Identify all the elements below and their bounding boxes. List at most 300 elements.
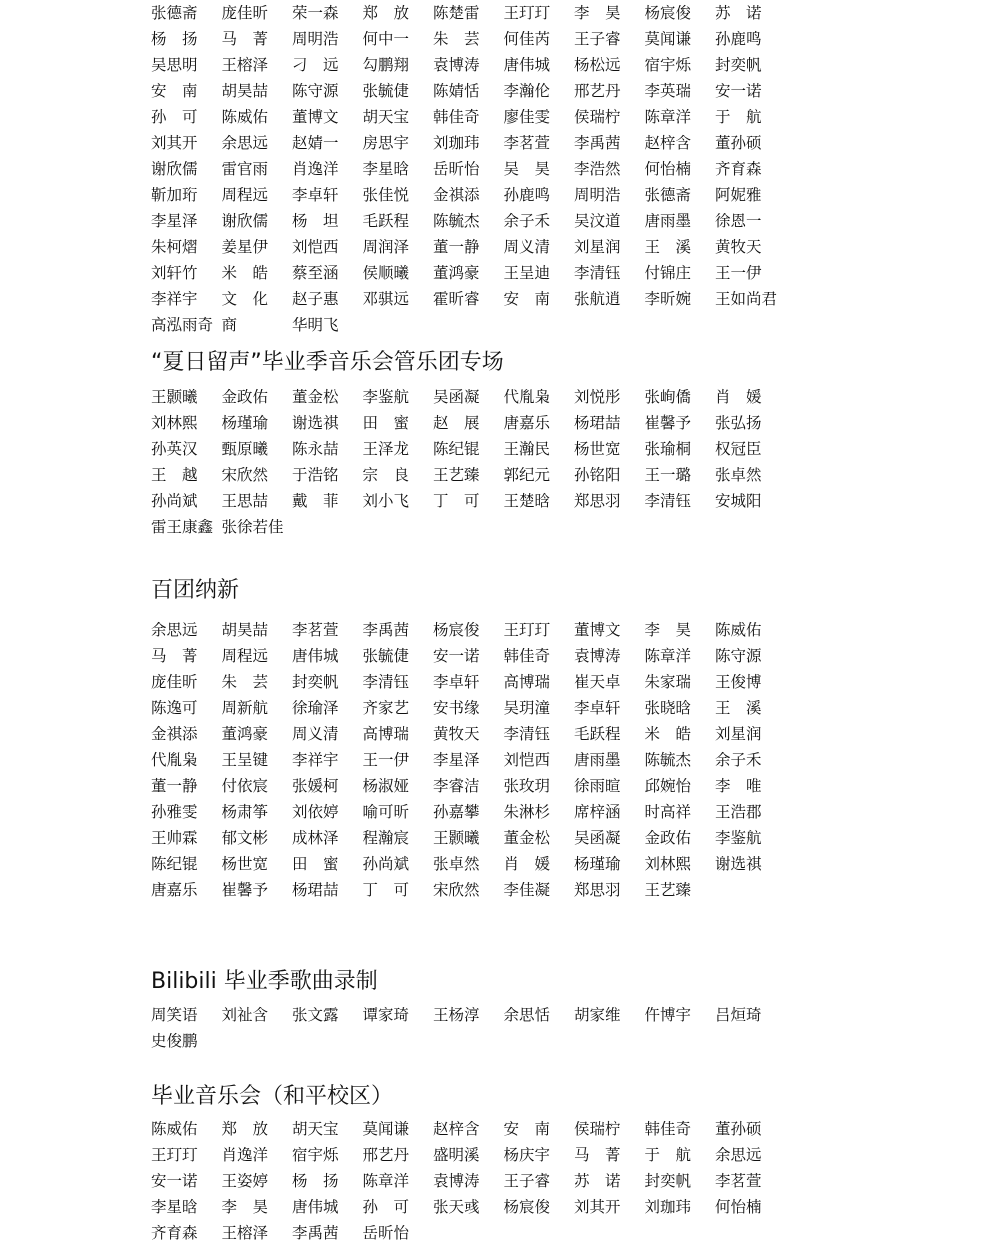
person-name: 甄原曦 bbox=[221, 440, 269, 458]
person-name: 安 南 bbox=[503, 290, 551, 308]
person-name: 郭纪元 bbox=[503, 466, 551, 484]
person-name: 张徐若佳 bbox=[221, 518, 284, 536]
person-name: 岳昕怡 bbox=[362, 1224, 410, 1242]
section-graduation-concert-heping bbox=[151, 1082, 851, 1246]
person-name: 商 bbox=[221, 316, 238, 334]
person-name: 于 航 bbox=[715, 108, 762, 126]
person-name: 陈纪锟 bbox=[151, 855, 198, 873]
person-name: 李英瑞 bbox=[644, 82, 692, 100]
person-name: 吴函凝 bbox=[574, 829, 621, 847]
person-name: 周明浩 bbox=[292, 30, 339, 48]
person-name: 齐育森 bbox=[715, 160, 762, 178]
person-name: 安 南 bbox=[503, 1120, 551, 1138]
person-name: 金政佑 bbox=[221, 388, 269, 406]
person-name: 周程远 bbox=[221, 647, 269, 665]
person-name: 王浩郡 bbox=[715, 803, 762, 821]
person-name: 高博瑞 bbox=[362, 725, 410, 743]
person-name: 李禹茜 bbox=[362, 621, 410, 639]
person-name: 黄牧天 bbox=[433, 725, 480, 743]
person-name: 杨淑娅 bbox=[362, 777, 410, 795]
person-name: 王子睿 bbox=[503, 1172, 551, 1190]
person-name: 王瀚民 bbox=[503, 440, 551, 458]
person-name: 吕烜琦 bbox=[715, 1006, 762, 1024]
person-name: 董金松 bbox=[503, 829, 551, 847]
name-list bbox=[151, 617, 851, 903]
person-name: 刘依婷 bbox=[292, 803, 339, 821]
person-name: 付依宸 bbox=[221, 777, 269, 795]
person-name: 谢欣儒 bbox=[151, 160, 198, 178]
section-roster-continued bbox=[151, 0, 851, 338]
person-name: 黄牧天 bbox=[715, 238, 762, 256]
person-name: 李 唯 bbox=[715, 777, 762, 795]
person-name: 马 菁 bbox=[574, 1146, 621, 1164]
person-name: 徐瑜泽 bbox=[292, 699, 339, 717]
person-name: 周程远 bbox=[221, 186, 269, 204]
person-name: 袁博涛 bbox=[433, 1172, 480, 1190]
section-club-recruitment bbox=[151, 576, 851, 903]
person-name: 邢艺丹 bbox=[362, 1146, 410, 1164]
person-name: 张卓然 bbox=[715, 466, 762, 484]
person-name: 侯顺曦 bbox=[362, 264, 410, 282]
person-name: 霍昕睿 bbox=[433, 290, 480, 308]
person-name: 安 南 bbox=[151, 82, 198, 100]
person-name: 李 昊 bbox=[644, 621, 692, 639]
person-name: 房思宇 bbox=[362, 134, 410, 152]
person-name: 董博文 bbox=[292, 108, 339, 126]
person-name: 刘林熙 bbox=[151, 414, 198, 432]
person-name: 戴 菲 bbox=[292, 492, 339, 510]
person-name: 李 昊 bbox=[221, 1198, 269, 1216]
person-name: 李佳凝 bbox=[503, 881, 551, 899]
person-name: 安一诺 bbox=[715, 82, 762, 100]
person-name: 张晓晗 bbox=[644, 699, 692, 717]
person-name: 孙铭阳 bbox=[574, 466, 621, 484]
person-name: 张媛柯 bbox=[292, 777, 339, 795]
person-name: 张毓倢 bbox=[362, 82, 410, 100]
person-name: 王呈迪 bbox=[503, 264, 551, 282]
person-name: 邱婉怡 bbox=[644, 777, 692, 795]
person-name: 杨庆宇 bbox=[503, 1146, 551, 1164]
person-name: 韩佳奇 bbox=[433, 108, 480, 126]
person-name: 席梓涵 bbox=[574, 803, 621, 821]
person-name: 赵子惠 bbox=[292, 290, 339, 308]
person-name: 郑 放 bbox=[221, 1120, 269, 1138]
person-name: 刘珈玮 bbox=[644, 1198, 692, 1216]
section-title: 毕业音乐会（和平校区） bbox=[151, 1084, 394, 1109]
person-name: 陈章洋 bbox=[644, 647, 692, 665]
person-name: 周义清 bbox=[503, 238, 551, 256]
person-name: 孙鹿鸣 bbox=[503, 186, 551, 204]
person-name: 张德斋 bbox=[151, 4, 198, 22]
person-name: 董鸿豪 bbox=[221, 725, 269, 743]
person-name: 陈章洋 bbox=[362, 1172, 410, 1190]
person-name: 董一静 bbox=[151, 777, 198, 795]
person-name: 刘轩竹 bbox=[151, 264, 198, 282]
person-name: 李清钰 bbox=[644, 492, 692, 510]
person-name: 陈章洋 bbox=[644, 108, 692, 126]
person-name: 王 溪 bbox=[715, 699, 762, 717]
person-name: 李瀚伦 bbox=[503, 82, 551, 100]
person-name: 史俊鹏 bbox=[151, 1032, 198, 1050]
person-name: 张佳悦 bbox=[362, 186, 410, 204]
person-name: 刘悦彤 bbox=[574, 388, 621, 406]
person-name: 王杨淳 bbox=[433, 1006, 480, 1024]
person-name: 谢选祺 bbox=[292, 414, 339, 432]
person-name: 高博瑞 bbox=[503, 673, 551, 691]
person-name: 杨肃筝 bbox=[221, 803, 269, 821]
person-name: 余子禾 bbox=[503, 212, 551, 230]
person-name: 邓骐远 bbox=[362, 290, 410, 308]
person-name: 胡昊喆 bbox=[221, 621, 269, 639]
person-name: 余思远 bbox=[151, 621, 198, 639]
person-name: 陈婧恬 bbox=[433, 82, 480, 100]
person-name: 仵博宇 bbox=[644, 1006, 692, 1024]
person-name: 王呈键 bbox=[221, 751, 269, 769]
person-name: 孙 可 bbox=[362, 1198, 410, 1216]
person-name: 朱 芸 bbox=[433, 30, 480, 48]
person-name: 毛跃程 bbox=[362, 212, 410, 230]
person-name: 李清钰 bbox=[503, 725, 551, 743]
person-name: 王颢曦 bbox=[151, 388, 198, 406]
person-name: 李星泽 bbox=[433, 751, 480, 769]
person-name: 肖 媛 bbox=[715, 388, 762, 406]
person-name: 杨 扬 bbox=[151, 30, 198, 48]
person-name: 阿妮雅 bbox=[715, 186, 762, 204]
person-name: 杨瑾瑜 bbox=[221, 414, 269, 432]
person-name: 庞佳昕 bbox=[221, 4, 269, 22]
person-name: 余思远 bbox=[221, 134, 269, 152]
person-name: 李鉴航 bbox=[715, 829, 762, 847]
person-name: 苏 诺 bbox=[574, 1172, 621, 1190]
person-name: 张毓倢 bbox=[362, 647, 410, 665]
person-name: 李茗萱 bbox=[503, 134, 551, 152]
person-name: 王 溪 bbox=[644, 238, 692, 256]
person-name: 马 菁 bbox=[151, 647, 198, 665]
section-title: “夏日留声”毕业季音乐会管乐团专场 bbox=[151, 350, 504, 375]
person-name: 董孙硕 bbox=[715, 134, 762, 152]
person-name: 安一诺 bbox=[433, 647, 480, 665]
person-name: 王艺臻 bbox=[433, 466, 480, 484]
person-name: 宗 良 bbox=[362, 466, 410, 484]
person-name: 孙尚斌 bbox=[362, 855, 410, 873]
person-name: 李祥宇 bbox=[151, 290, 198, 308]
person-name: 韩佳奇 bbox=[503, 647, 551, 665]
person-name: 杨珺喆 bbox=[574, 414, 621, 432]
person-name: 陈毓杰 bbox=[433, 212, 480, 230]
person-name: 刘其开 bbox=[574, 1198, 621, 1216]
person-name: 王泽龙 bbox=[362, 440, 410, 458]
person-name: 邢艺丹 bbox=[574, 82, 621, 100]
person-name: 杨宸俊 bbox=[644, 4, 692, 22]
person-name: 王 越 bbox=[151, 466, 198, 484]
person-name: 代胤枭 bbox=[151, 751, 198, 769]
person-name: 孙 可 bbox=[151, 108, 198, 126]
person-name: 刘小飞 bbox=[362, 492, 410, 510]
person-name: 雷官雨 bbox=[221, 160, 269, 178]
person-name: 付锦庄 bbox=[644, 264, 692, 282]
person-name: 张瑜桐 bbox=[644, 440, 692, 458]
person-name: 李清钰 bbox=[362, 673, 410, 691]
person-name: 齐育森 bbox=[151, 1224, 198, 1242]
person-name: 陈楚雷 bbox=[433, 4, 480, 22]
person-name: 王俊博 bbox=[715, 673, 762, 691]
person-name: 王帅霖 bbox=[151, 829, 198, 847]
person-name: 李清钰 bbox=[574, 264, 621, 282]
person-name: 宿宇烁 bbox=[644, 56, 692, 74]
person-name: 靳加珩 bbox=[151, 186, 198, 204]
person-name: 李卓轩 bbox=[433, 673, 480, 691]
person-name: 张卓然 bbox=[433, 855, 480, 873]
person-name: 王楚晗 bbox=[503, 492, 551, 510]
person-name: 陈威佑 bbox=[151, 1120, 198, 1138]
person-name: 于 航 bbox=[644, 1146, 692, 1164]
person-name: 朱家瑞 bbox=[644, 673, 692, 691]
person-name: 杨珺喆 bbox=[292, 881, 339, 899]
person-name: 杨 扬 bbox=[292, 1172, 339, 1190]
person-name: 李祥宇 bbox=[292, 751, 339, 769]
person-name: 赵 展 bbox=[433, 414, 480, 432]
person-name: 刘星润 bbox=[715, 725, 762, 743]
person-name: 李卓轩 bbox=[292, 186, 339, 204]
person-name: 李星晗 bbox=[151, 1198, 198, 1216]
person-name: 周新航 bbox=[221, 699, 269, 717]
person-name: 金祺添 bbox=[433, 186, 480, 204]
person-name: 高泓雨奇 bbox=[151, 316, 214, 334]
name-list bbox=[151, 1116, 851, 1246]
person-name: 李睿洁 bbox=[433, 777, 480, 795]
person-name: 陈纪锟 bbox=[433, 440, 480, 458]
person-name: 崔天卓 bbox=[574, 673, 621, 691]
person-name: 安城阳 bbox=[715, 492, 762, 510]
person-name: 徐雨暄 bbox=[574, 777, 621, 795]
person-name: 王颢曦 bbox=[433, 829, 480, 847]
person-name: 王玎玎 bbox=[503, 4, 551, 22]
person-name: 程瀚宸 bbox=[362, 829, 410, 847]
person-name: 张文露 bbox=[292, 1006, 339, 1024]
person-name: 张航逍 bbox=[574, 290, 621, 308]
person-name: 庞佳昕 bbox=[151, 673, 198, 691]
person-name: 朱淋杉 bbox=[503, 803, 551, 821]
section-bilibili-recording bbox=[151, 967, 851, 1054]
person-name: 肖逸洋 bbox=[292, 160, 339, 178]
person-name: 王榕泽 bbox=[221, 1224, 269, 1242]
person-name: 胡天宝 bbox=[292, 1120, 339, 1138]
person-name: 陈守源 bbox=[715, 647, 762, 665]
section-title: 百团纳新 bbox=[151, 578, 240, 603]
person-name: 何中一 bbox=[362, 30, 410, 48]
person-name: 周润泽 bbox=[362, 238, 410, 256]
person-name: 袁博涛 bbox=[433, 56, 480, 74]
person-name: 莫闻谦 bbox=[644, 30, 692, 48]
person-name: 于浩铭 bbox=[292, 466, 339, 484]
person-name: 封奕帆 bbox=[292, 673, 339, 691]
person-name: 金政佑 bbox=[644, 829, 692, 847]
person-name: 苏 诺 bbox=[715, 4, 762, 22]
person-name: 荣一森 bbox=[292, 4, 339, 22]
person-name: 董一静 bbox=[433, 238, 480, 256]
person-name: 周义清 bbox=[292, 725, 339, 743]
person-name: 孙鹿鸣 bbox=[715, 30, 762, 48]
person-name: 吴玥潼 bbox=[503, 699, 551, 717]
person-name: 张弘扬 bbox=[715, 414, 762, 432]
person-name: 朱 芸 bbox=[221, 673, 269, 691]
person-name: 封奕帆 bbox=[715, 56, 762, 74]
person-name: 杨世宽 bbox=[574, 440, 621, 458]
person-name: 唐雨墨 bbox=[574, 751, 621, 769]
person-name: 陈逸可 bbox=[151, 699, 198, 717]
person-name: 肖 媛 bbox=[503, 855, 551, 873]
person-name: 肖逸洋 bbox=[221, 1146, 269, 1164]
person-name: 杨松远 bbox=[574, 56, 621, 74]
person-name: 米 皓 bbox=[644, 725, 692, 743]
person-name: 齐家艺 bbox=[362, 699, 410, 717]
person-name: 王榕泽 bbox=[221, 56, 269, 74]
person-name: 喻可昕 bbox=[362, 803, 410, 821]
person-name: 何佳芮 bbox=[503, 30, 551, 48]
person-name: 胡天宝 bbox=[362, 108, 410, 126]
person-name: 宋欣然 bbox=[221, 466, 269, 484]
person-name: 王姿婷 bbox=[221, 1172, 269, 1190]
person-name: 侯瑞柠 bbox=[574, 108, 621, 126]
person-name: 刘其开 bbox=[151, 134, 198, 152]
person-name: 余思远 bbox=[715, 1146, 762, 1164]
person-name: 张德斋 bbox=[644, 186, 692, 204]
person-name: 赵梓含 bbox=[644, 134, 692, 152]
person-name: 胡家维 bbox=[574, 1006, 621, 1024]
person-name: 吴函凝 bbox=[433, 388, 480, 406]
person-name: 金祺添 bbox=[151, 725, 198, 743]
person-name: 王思喆 bbox=[221, 492, 269, 510]
person-name: 余思恬 bbox=[503, 1006, 551, 1024]
person-name: 封奕帆 bbox=[644, 1172, 692, 1190]
name-list bbox=[151, 384, 851, 540]
person-name: 董鸿豪 bbox=[433, 264, 480, 282]
person-name: 李星晗 bbox=[362, 160, 410, 178]
person-name: 王玎玎 bbox=[503, 621, 551, 639]
person-name: 李浩然 bbox=[574, 160, 621, 178]
person-name: 崔馨予 bbox=[221, 881, 269, 899]
person-name: 唐伟城 bbox=[292, 1198, 339, 1216]
person-name: 姜星伊 bbox=[221, 238, 269, 256]
person-name: 何怡楠 bbox=[644, 160, 692, 178]
person-name: 唐伟城 bbox=[503, 56, 551, 74]
person-name: 杨宸俊 bbox=[503, 1198, 551, 1216]
person-name: 勾鹏翔 bbox=[362, 56, 410, 74]
person-name: 李禹茜 bbox=[574, 134, 621, 152]
person-name: 蔡至涵 bbox=[292, 264, 339, 282]
person-name: 徐恩一 bbox=[715, 212, 762, 230]
person-name: 盛明溪 bbox=[433, 1146, 480, 1164]
person-name: 廖佳雯 bbox=[503, 108, 551, 126]
person-name: 刘星润 bbox=[574, 238, 621, 256]
person-name: 雷王康鑫 bbox=[151, 518, 214, 536]
person-name: 李禹茜 bbox=[292, 1224, 339, 1242]
person-name: 李星泽 bbox=[151, 212, 198, 230]
person-name: 孙英汉 bbox=[151, 440, 198, 458]
person-name: 何怡楠 bbox=[715, 1198, 762, 1216]
person-name: 杨 坦 bbox=[292, 212, 339, 230]
person-name: 安书缘 bbox=[433, 699, 480, 717]
person-name: 余子禾 bbox=[715, 751, 762, 769]
person-name: 孙雅雯 bbox=[151, 803, 198, 821]
person-name: 宿宇烁 bbox=[292, 1146, 339, 1164]
person-name: 王一伊 bbox=[362, 751, 410, 769]
person-name: 刘珈玮 bbox=[433, 134, 480, 152]
person-name: 莫闻谦 bbox=[362, 1120, 410, 1138]
person-name: 谢选祺 bbox=[715, 855, 762, 873]
person-name: 权冠臣 bbox=[715, 440, 762, 458]
person-name: 唐雨墨 bbox=[644, 212, 692, 230]
person-name: 代胤枭 bbox=[503, 388, 551, 406]
person-name: 刁 远 bbox=[292, 56, 339, 74]
person-name: 吴汶道 bbox=[574, 212, 621, 230]
name-list bbox=[151, 1002, 851, 1054]
person-name: 朱柯熠 bbox=[151, 238, 198, 256]
person-name: 刘祉含 bbox=[221, 1006, 269, 1024]
person-name: 郁文彬 bbox=[221, 829, 269, 847]
person-name: 刘林熙 bbox=[644, 855, 692, 873]
person-name: 陈威佑 bbox=[715, 621, 762, 639]
person-name: 韩佳奇 bbox=[644, 1120, 692, 1138]
document bbox=[151, 0, 851, 1246]
section-wind-band-concert bbox=[151, 348, 851, 540]
person-name: 华明飞 bbox=[292, 316, 339, 334]
person-name: 谢欣儒 bbox=[221, 212, 269, 230]
person-name: 李鉴航 bbox=[362, 388, 410, 406]
person-name: 王一璐 bbox=[644, 466, 692, 484]
person-name: 崔馨予 bbox=[644, 414, 692, 432]
person-name: 赵婧一 bbox=[292, 134, 339, 152]
person-name: 胡昊喆 bbox=[221, 82, 269, 100]
person-name: 杨世宽 bbox=[221, 855, 269, 873]
person-name: 岳昕怡 bbox=[433, 160, 480, 178]
person-name: 刘恺西 bbox=[292, 238, 339, 256]
person-name: 王子睿 bbox=[574, 30, 621, 48]
person-name: 周明浩 bbox=[574, 186, 621, 204]
person-name: 李茗萱 bbox=[292, 621, 339, 639]
person-name: 王一伊 bbox=[715, 264, 762, 282]
person-name: 张玫玥 bbox=[503, 777, 551, 795]
person-name: 陈威佑 bbox=[221, 108, 269, 126]
person-name: 陈守源 bbox=[292, 82, 339, 100]
person-name: 赵梓含 bbox=[433, 1120, 480, 1138]
person-name: 文 化 bbox=[221, 290, 269, 308]
person-name: 李 昊 bbox=[574, 4, 621, 22]
person-name: 吴思明 bbox=[151, 56, 198, 74]
person-name: 郑思羽 bbox=[574, 492, 621, 510]
person-name: 郑思羽 bbox=[574, 881, 621, 899]
person-name: 唐伟城 bbox=[292, 647, 339, 665]
person-name: 王艺臻 bbox=[644, 881, 692, 899]
person-name: 杨瑾瑜 bbox=[574, 855, 621, 873]
person-name: 丁 可 bbox=[362, 881, 410, 899]
person-name: 刘恺西 bbox=[503, 751, 551, 769]
person-name: 董孙硕 bbox=[715, 1120, 762, 1138]
person-name: 李茗萱 bbox=[715, 1172, 762, 1190]
person-name: 田 蜜 bbox=[362, 414, 410, 432]
person-name: 吴 昊 bbox=[503, 160, 551, 178]
person-name: 田 蜜 bbox=[292, 855, 339, 873]
person-name: 张峋僑 bbox=[644, 388, 692, 406]
person-name: 宋欣然 bbox=[433, 881, 480, 899]
section-title: Bilibili 毕业季歌曲录制 bbox=[151, 969, 378, 994]
person-name: 董金松 bbox=[292, 388, 339, 406]
name-list bbox=[151, 0, 851, 338]
person-name: 谭家琦 bbox=[362, 1006, 410, 1024]
person-name: 周笑语 bbox=[151, 1006, 198, 1024]
person-name: 陈毓杰 bbox=[644, 751, 692, 769]
person-name: 李卓轩 bbox=[574, 699, 621, 717]
